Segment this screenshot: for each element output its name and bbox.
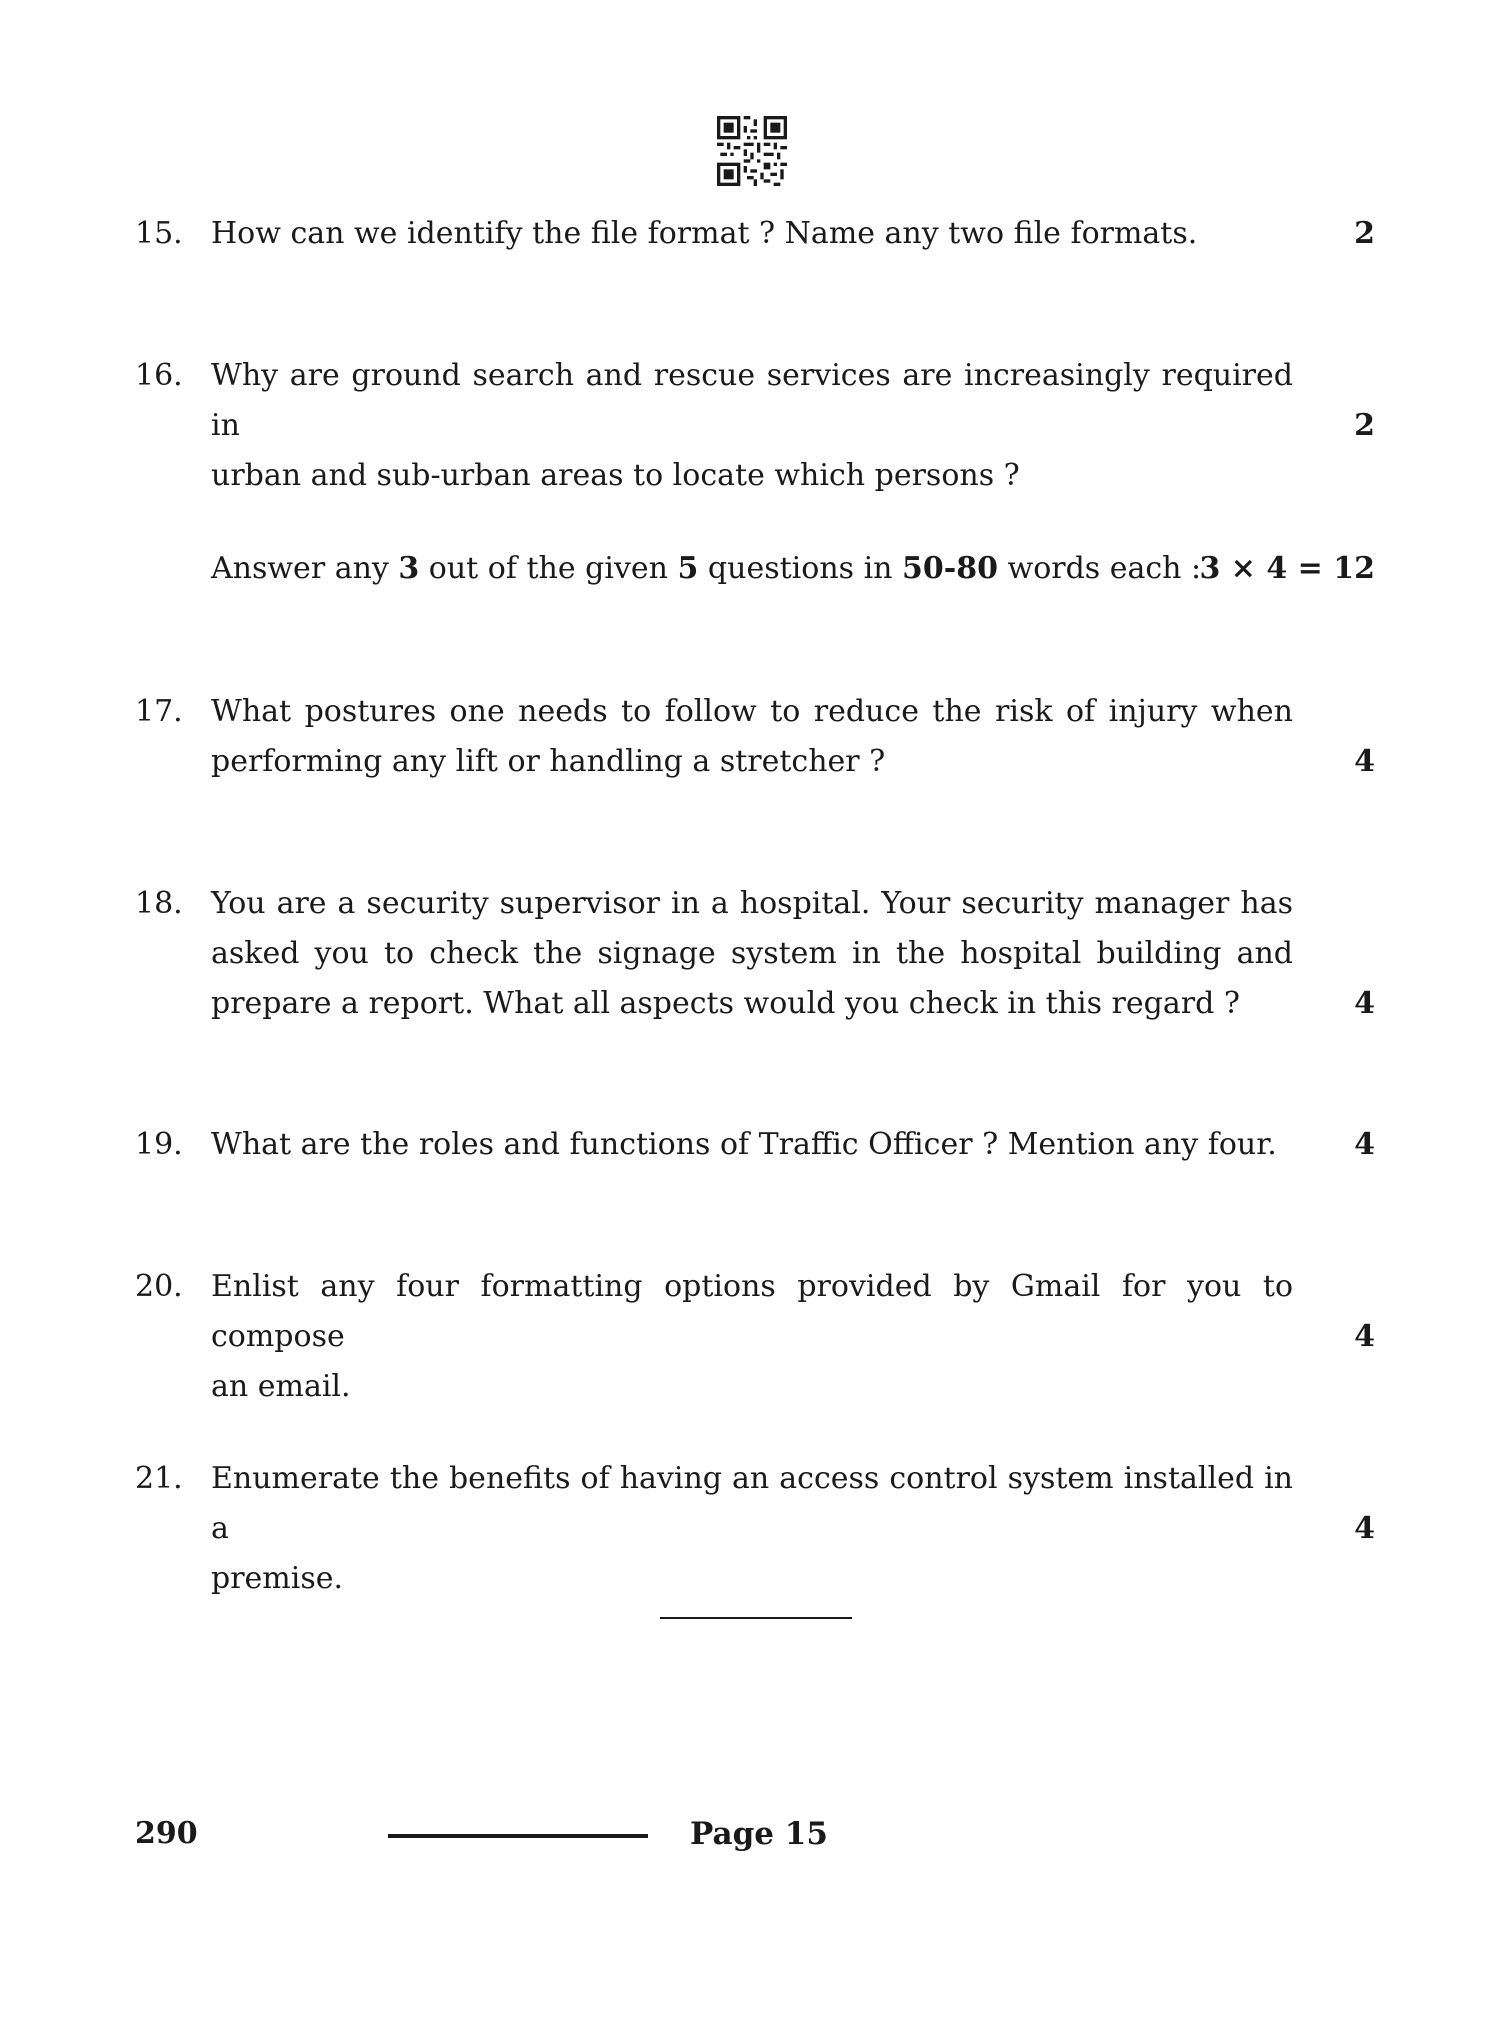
question-line: premise. xyxy=(211,1561,344,1596)
instruction-suffix: words each : xyxy=(997,551,1202,586)
question-marks: 4 xyxy=(1354,986,1375,1021)
question-line: urban and sub-urban areas to locate which persons ? xyxy=(211,458,1020,493)
question-marks: 4 xyxy=(1354,1319,1375,1354)
question-marks: 2 xyxy=(1354,408,1375,443)
question-line: What postures one needs to follow to reduce the risk of injury when xyxy=(211,694,1293,729)
question-21 xyxy=(135,1454,1375,1596)
question-marks: 4 xyxy=(1354,1511,1375,1546)
question-number: 20. xyxy=(135,1269,183,1304)
instruction-middle2: questions in xyxy=(698,551,903,586)
question-line: Enlist any four formatting options provided by Gmail for you to compose xyxy=(211,1269,1293,1354)
question-16 xyxy=(135,351,1375,493)
question-number: 21. xyxy=(135,1461,183,1496)
question-number: 16. xyxy=(135,358,183,393)
question-number: 17. xyxy=(135,694,183,729)
question-text xyxy=(211,879,1293,1029)
question-marks: 2 xyxy=(1354,216,1375,251)
question-text xyxy=(211,351,1293,501)
instruction-total: 5 xyxy=(677,551,699,586)
question-text xyxy=(211,1454,1293,1604)
qr-code-icon xyxy=(717,116,787,186)
question-line: Why are ground search and rescue services are increasingly required in xyxy=(211,358,1293,443)
question-marks: 4 xyxy=(1354,1127,1375,1162)
footer-divider xyxy=(388,1834,648,1838)
instruction-prefix: Answer any xyxy=(211,551,399,586)
question-20 xyxy=(135,1262,1375,1404)
instruction-words: 50-80 xyxy=(902,551,998,586)
question-text xyxy=(211,209,1293,259)
question-text xyxy=(211,1262,1293,1412)
instruction-text xyxy=(211,544,1201,594)
page-number: Page 15 xyxy=(690,1816,828,1852)
end-of-section-divider xyxy=(660,1617,852,1619)
question-line: Enumerate the benefits of having an access control system installed in a xyxy=(211,1461,1293,1546)
question-number: 18. xyxy=(135,886,183,921)
question-18 xyxy=(135,879,1375,1029)
question-number: 15. xyxy=(135,216,183,251)
question-line: You are a security supervisor in a hospital. Your security manager has xyxy=(211,886,1293,921)
question-line: asked you to check the signage system in the hospital building and xyxy=(211,936,1293,971)
question-line: What are the roles and functions of Traffic Officer ? Mention any four. xyxy=(211,1127,1277,1162)
question-line: How can we identify the file format ? Name any two file formats. xyxy=(211,216,1198,251)
instruction-count: 3 xyxy=(398,551,420,586)
question-line: prepare a report. What all aspects would you check in this regard ? xyxy=(211,986,1240,1021)
question-marks: 4 xyxy=(1354,744,1375,779)
question-line: performing any lift or handling a stretcher ? xyxy=(211,744,886,779)
question-text xyxy=(211,687,1293,787)
paper-code: 290 xyxy=(135,1816,198,1851)
question-17 xyxy=(135,687,1375,787)
question-number: 19. xyxy=(135,1127,183,1162)
question-text xyxy=(211,1120,1293,1170)
instruction-marks: 3 × 4 = 12 xyxy=(1199,551,1375,586)
instruction-middle: out of the given xyxy=(419,551,678,586)
question-15 xyxy=(135,209,1375,259)
question-line: an email. xyxy=(211,1369,351,1404)
question-19 xyxy=(135,1120,1375,1170)
